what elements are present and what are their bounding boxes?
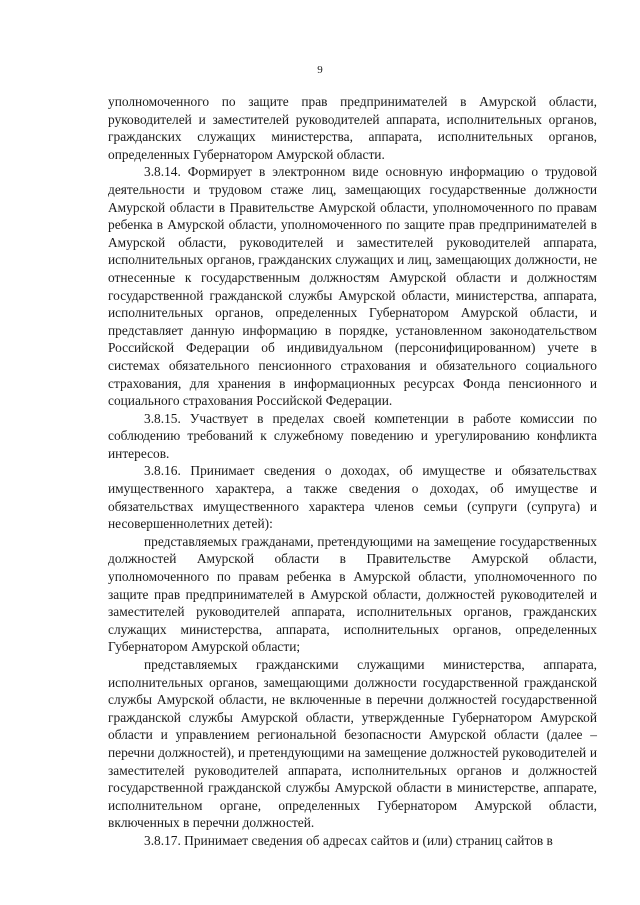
document-body	[108, 93, 597, 850]
paragraph-3-8-15: 3.8.15. Участвует в пределах своей компетенции в работе комиссии по соблюдению требований к служебному поведению и урегулированию конфликта интересов.	[108, 410, 597, 461]
paragraph-3-8-14: 3.8.14. Формирует в электронном виде основную информацию о трудовой деятельности и трудовом стаже лиц, замещающих государственные должности Амурской области в Правительстве Амурской области, уполномоченного по правам ребенка в Амурской области, уполномоченного по защите прав предпринимателей в Амурской области, руководителей и заместителей руководителей аппарата, исполнительных органов, гражданских служащих и лиц, замещающих должности, не отнесенные к государственным должностям Амурской области и должностям государственной гражданской службы Амурской области, министерства, аппарата, исполнительных органов, определенных Губернатором Амурской области, и представляет данную информацию в порядке, установленном законодательством Российской Федерации об индивидуальном (персонифицированном) учете в системах обязательного пенсионного страхования и обязательного социального страхования, для хранения в информационных ресурсах Фонда пенсионного и социального страхования Российской Федерации.	[108, 164, 598, 409]
paragraph-3-8-17: 3.8.17. Принимает сведения об адресах сайтов и (или) страниц сайтов в	[144, 832, 553, 848]
paragraph-3-8-16-item-1: представляемых гражданами, претендующими на замещение государственных должностей Амурской области в Правительстве Амурской области, уполномоченного по правам ребенка в Амурской области, уполномоченного по защите прав предпринимателей в Амурской области, должностей руководителей и заместителей руководителей аппарата, исполнительных органов, гражданских служащих министерства, аппарата, исполнительных органов, определенных Губернатором Амурской области;	[108, 533, 597, 655]
paragraph-continuation: уполномоченного по защите прав предпринимателей в Амурской области, руководителей и заместителей руководителей аппарата, исполнительных органов, гражданских служащих министерства, аппарата, исполнительных органов, определенных Губернатором Амурской области.	[108, 94, 597, 162]
paragraph-3-8-16: 3.8.16. Принимает сведения о доходах, об имуществе и обязательствах имущественного характера, а также сведения о доходах, об имуществе и обязательствах имущественного характера членов семьи (супруги (супруга) и несовершеннолетних детей):	[108, 463, 597, 532]
paragraph-3-8-16-item-2: представляемых гражданскими служащими министерства, аппарата, исполнительных органов, замещающими должности государственной гражданской службы Амурской области, не включенные в перечни должностей государственной гражданской службы Амурской области, утвержденные Губернатором Амурской области и управлением региональной безопасности Амурской области (далее – перечни должностей), и претендующими на замещение должностей руководителей и заместителей руководителей аппарата, исполнительных органов и должностей государственной гражданской службы Амурской области в министерстве, аппарате, исполнительном органе, определенных Губернатором Амурской области, включенных в перечни должностей.	[108, 657, 597, 831]
page-number: 9	[317, 64, 323, 76]
